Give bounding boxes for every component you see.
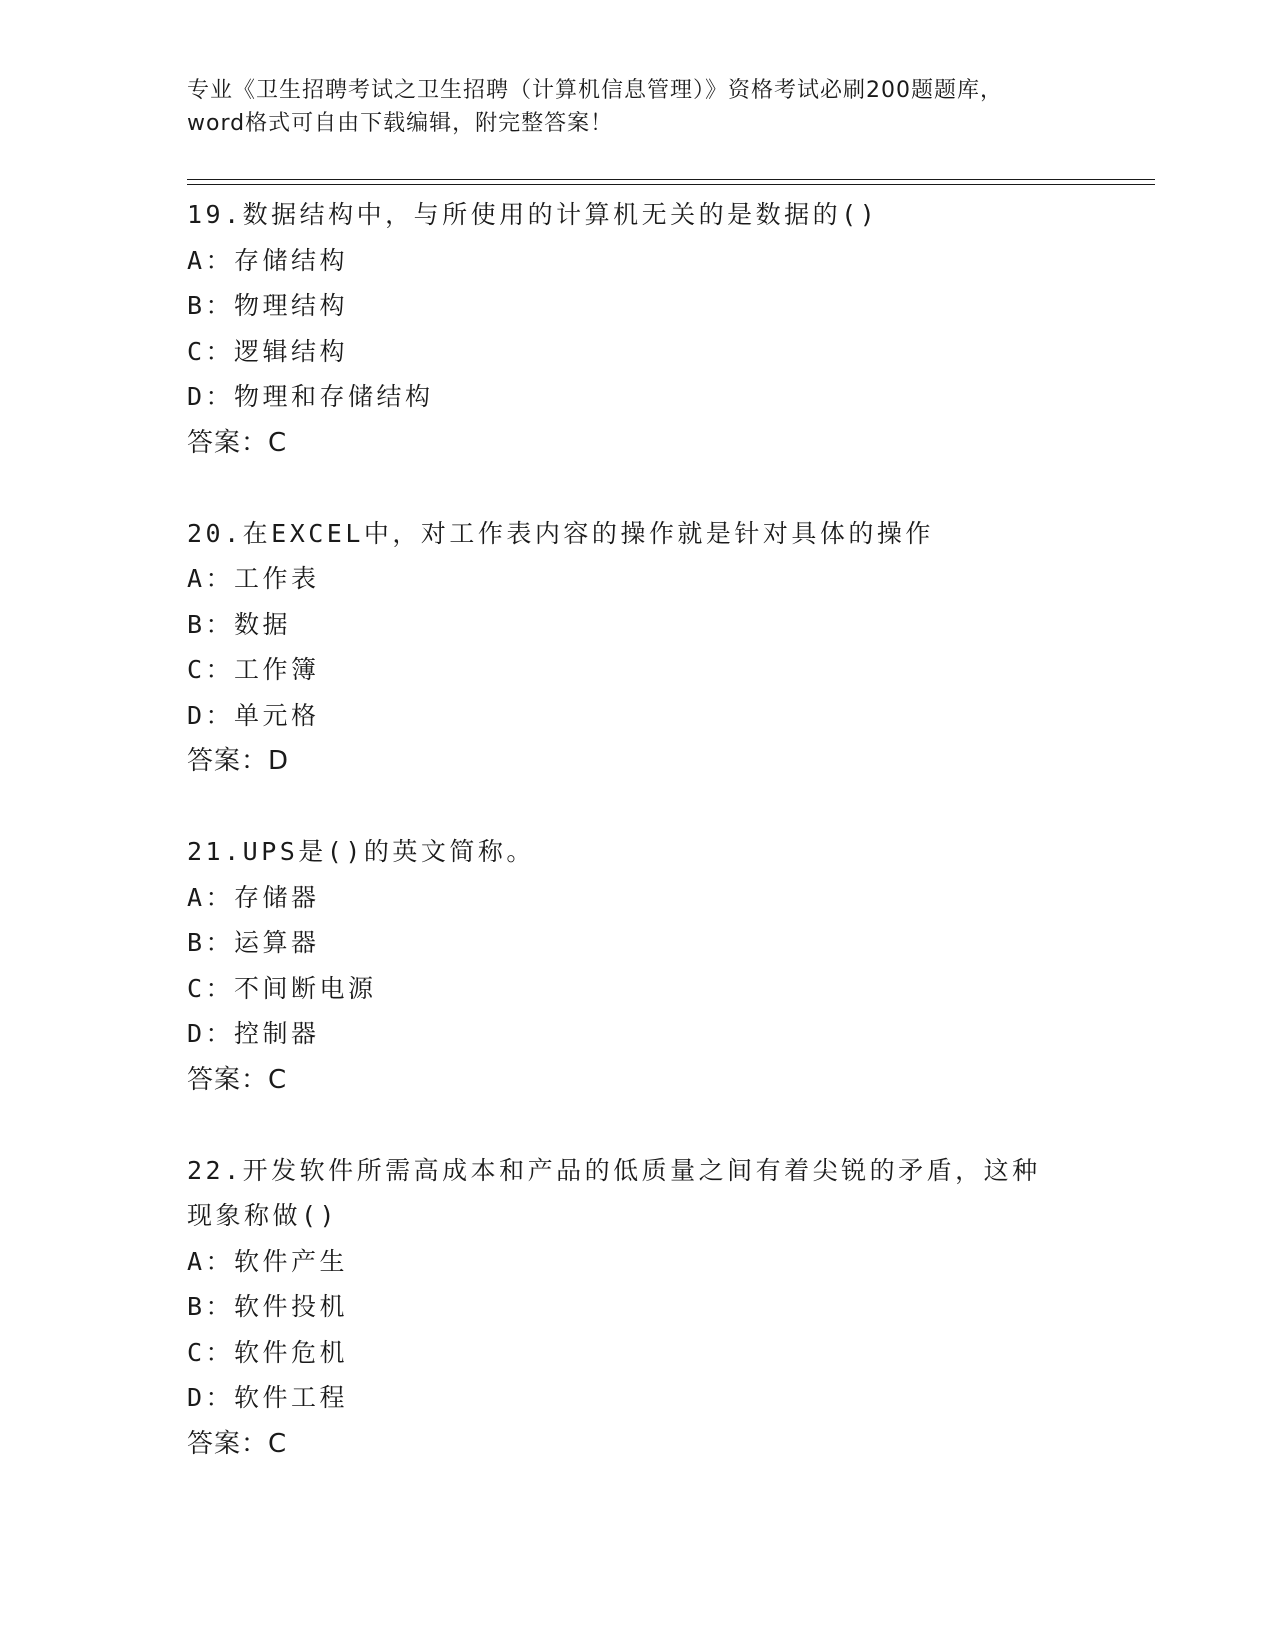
option-d: D：软件工程: [187, 1383, 349, 1412]
option-c: C：工作簿: [187, 655, 320, 684]
option-c: C：软件危机: [187, 1337, 349, 1367]
question-19: [187, 192, 1087, 466]
option-d: D：单元格: [187, 700, 320, 730]
option-b: B：软件投机: [187, 1292, 349, 1321]
option-d: D：物理和存储结构: [187, 382, 434, 411]
answer: 答案：C: [187, 1064, 288, 1095]
header-divider-bottom: [187, 184, 1155, 185]
question-text: 20.在EXCEL中，对工作表内容的操作就是针对具体的操作: [187, 518, 934, 548]
header-line-1: 专业《卫生招聘考试之卫生招聘（计算机信息管理）》资格考试必刷200题题库，: [187, 78, 1003, 103]
option-b: B：数据: [187, 609, 292, 639]
question-22: [187, 1148, 1087, 1467]
option-b: B：物理结构: [187, 291, 349, 320]
option-d: D：控制器: [187, 1019, 320, 1048]
answer: 答案：C: [187, 427, 288, 458]
question-list: [187, 192, 1087, 1512]
option-a: A：软件产生: [187, 1246, 349, 1276]
question-text: 21.UPS是()的英文简称。: [187, 837, 535, 866]
option-a: A：工作表: [187, 564, 320, 593]
option-a: A：存储结构: [187, 245, 349, 275]
document-header: [187, 74, 1087, 140]
option-b: B：运算器: [187, 928, 320, 957]
answer: 答案：C: [187, 1428, 288, 1459]
option-c: C：逻辑结构: [187, 336, 349, 366]
answer: 答案：D: [187, 746, 290, 776]
question-20: [187, 511, 1087, 785]
option-a: A：存储器: [187, 882, 320, 912]
option-c: C：不间断电源: [187, 973, 377, 1003]
header-line-2: word格式可自由下载编辑，附完整答案！: [187, 111, 614, 136]
header-divider-top: [187, 179, 1155, 180]
question-text: 22.开发软件所需高成本和产品的低质量之间有着尖锐的矛盾，这种现象称做(): [187, 1155, 1041, 1230]
question-text: 19.数据结构中，与所使用的计算机无关的是数据的(): [187, 200, 879, 229]
question-21: [187, 829, 1087, 1103]
